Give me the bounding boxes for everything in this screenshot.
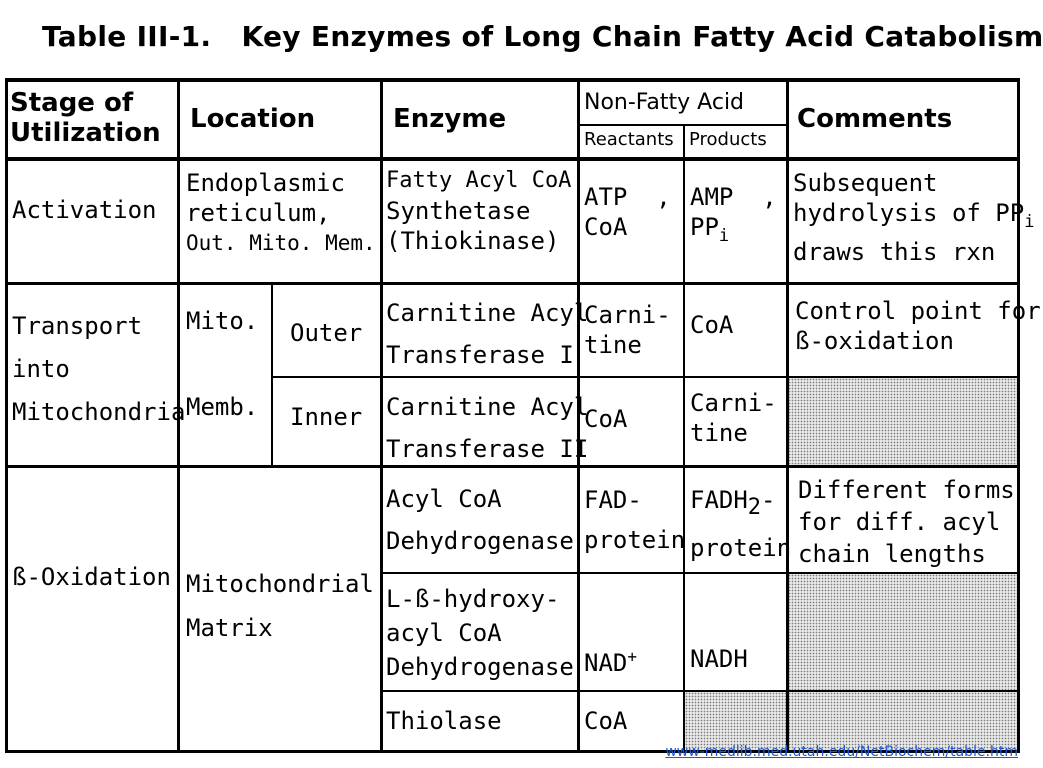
inner-enzyme: Carnitine Acyl Transferase II <box>386 393 589 463</box>
outer-location: Outer <box>290 319 363 347</box>
header-stage <box>10 88 175 148</box>
acyl-products: $FADH_2-$ protein <box>690 486 792 562</box>
col-line-location <box>380 78 383 753</box>
transport-location-mito: Mito. <box>186 307 259 335</box>
activation-products: AMP , $PP_i$ <box>690 183 777 246</box>
shaded-cell-thiolase-products <box>685 692 786 750</box>
col-line-products <box>786 78 789 753</box>
row-line-hydroxy <box>381 690 1020 692</box>
header-reactants: Reactants <box>584 129 674 150</box>
header-products: Products <box>689 129 767 150</box>
header-stage-line1: Stage of <box>10 88 134 118</box>
transport-location-memb: Memb. <box>186 393 259 421</box>
activation-stage: Activation <box>12 196 157 224</box>
acyl-comments: Different forms for diff. acyl chain lengths <box>798 476 1015 568</box>
shaded-cell-hydroxy-comments <box>788 574 1018 690</box>
activation-comments: Subsequent hydrolysis of $PP_i$ draws this rxn <box>793 169 1035 266</box>
beta-stage: ß-Oxidation <box>12 563 171 591</box>
outer-comments: Control point for ß-oxidation <box>795 297 1041 355</box>
inner-location: Inner <box>290 403 363 431</box>
activation-reactants: ATP , CoA <box>584 183 671 241</box>
hydroxy-reactants: NAD+ <box>584 647 637 677</box>
table-border-left <box>5 78 8 753</box>
header-nonfatty: Non-Fatty Acid <box>584 90 745 115</box>
outer-products: CoA <box>690 311 734 339</box>
row-line-outer-inner <box>272 376 1020 378</box>
header-comments: Comments <box>797 104 953 134</box>
shaded-cell-inner-comments <box>788 378 1018 466</box>
thiolase-enzyme: Thiolase <box>386 707 502 735</box>
activation-enzyme: Fatty Acyl CoA Synthetase (Thiokinase) <box>386 168 572 255</box>
col-line-reactants <box>683 124 685 753</box>
header-separator <box>5 157 1020 161</box>
acyl-reactants: FAD- protein <box>584 486 686 554</box>
beta-location: Mitochondrial Matrix <box>186 570 374 642</box>
row-line-acyl <box>381 572 1020 574</box>
outer-enzyme: Carnitine Acyl Transferase I <box>386 299 589 369</box>
inner-products: Carni- tine <box>690 389 777 447</box>
header-stage-line2: Utilization <box>10 118 161 148</box>
header-enzyme: Enzyme <box>393 104 507 134</box>
source-link[interactable]: www-medlib.med.utah.edu/NetBiochem/table.htm <box>665 744 1018 760</box>
table-title: Table III-1. Key Enzymes of Long Chain Fatty Acid Catabolism <box>42 20 1043 53</box>
transport-stage: Transport into Mitochondria <box>12 312 186 426</box>
row-line-activation <box>5 282 1020 285</box>
hydroxy-products: NADH <box>690 645 748 673</box>
hydroxy-enzyme: L-ß-hydroxy- acyl CoA Dehydrogenase <box>386 585 574 681</box>
header-location: Location <box>190 104 316 134</box>
activation-location: Endoplasmic reticulum, Out. Mito. Mem. <box>186 169 376 255</box>
thiolase-reactants: CoA <box>584 707 628 735</box>
shaded-cell-thiolase-comments <box>788 692 1018 750</box>
acyl-enzyme: Acyl CoA Dehydrogenase <box>386 485 574 555</box>
table-border-top <box>5 78 1020 82</box>
inner-reactants: CoA <box>584 405 628 433</box>
outer-reactants: Carni- tine <box>584 301 671 359</box>
col-line-location-sub <box>271 283 273 467</box>
